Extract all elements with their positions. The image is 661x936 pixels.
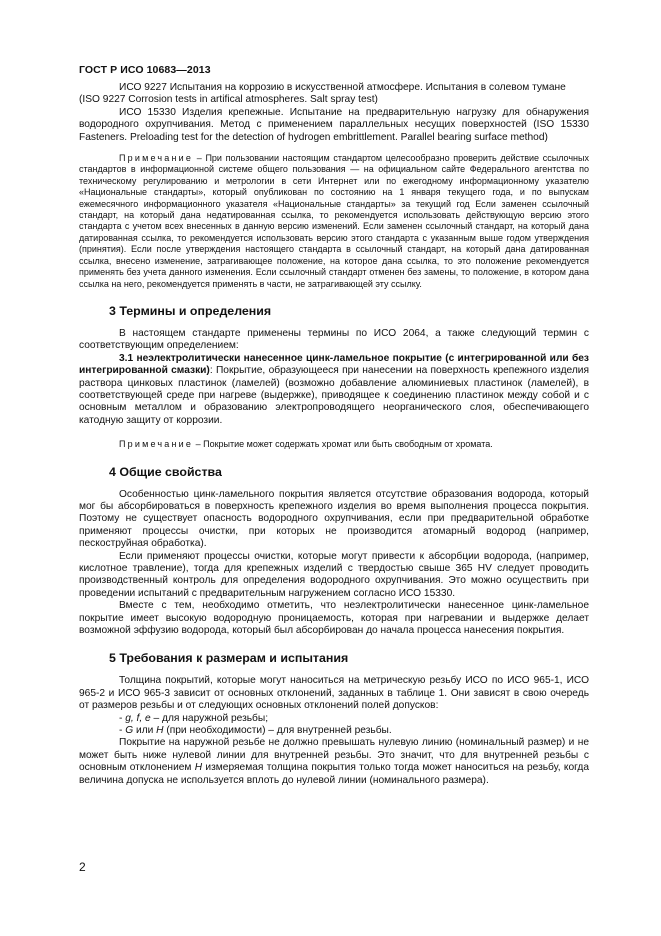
paragraph [79, 737, 589, 787]
paragraph: Вместе с тем, необходимо отметить, что неэлектролитически нанесенное цинк-ламельное покрытие имеет высокую водородную проницаемость, которая при нагревании и выдержке делает возможной эффузию водорода, который был абсорбирован до начала процесса нанесения покрытия. [79, 600, 589, 637]
reference-text: ИСО 9227 Испытания на коррозию в искусственной атмосфере. Испытания в солевом тумане [119, 82, 566, 93]
note-label: Примечание [119, 153, 194, 164]
note-text: – При пользовании настоящим стандартом целесообразно проверить действие ссылочных стандартов в информационной системе общего пользования — на официальном сайте Федерального агентства по техническому регулированию и метрологии в сети Интернет или по ежегодному информационному указателю «Национальные стандарты», который опубликован по состоянию на 1 января текущего года, и по выпускам ежемесячного информационного указателя «Национальные стандарты» за текущий год Если заменен ссылочный стандарт, на который дана недатированная ссылка, то рекомендуется использовать действующую версию этого стандарта с учетом всех внесенных в данную версию изменений. Если заменен ссылочный стандарт, на который дана датированная ссылка, то рекомендуется использовать версию этого стандарта с указанным выше годом утверждения (принятия). Если после утверждения настоящего стандарта в ссылочный стандарт, на который дана датированная ссылка, внесено изменение, затрагивающее положение, на которое дана ссылка, то это положение рекомендуется применять без учета данного изменения. Если ссылочный стандарт отменен без замены, то положение, в котором дана ссылка на него, рекомендуется применять в части, не затрагивающей эту ссылку. [79, 153, 589, 289]
note-text: – Покрытие может содержать хромат или быть свободным от хромата. [193, 439, 493, 450]
reference-english: (ISO 9227 Corrosion tests in artifical atmospheres. Salt spray test) [79, 94, 378, 106]
note-label: Примечание [119, 439, 194, 450]
section-heading: 4 Общие свойства [109, 464, 222, 479]
list-italic: G [125, 725, 134, 737]
term-definition [79, 353, 589, 427]
reference-text: ИСО 15330 Изделия крепежные. Испытание на предварительную нагрузку для обнаружения водородного охрупчивания. Метод с применением параллельных несущих поверхностей (ISO 15330 Fasteners. Preloading test for the detection of hydrogen embrittlement. Parallel bearing surface method) [79, 106, 589, 143]
list-text: – для наружной резьбы; [150, 712, 269, 724]
section-3-note [79, 439, 589, 450]
section-3 [79, 304, 589, 451]
paragraph: Если применяют процессы очистки, которые могут привести к абсорбции водорода, (например, кислотное травление), тогда для крепежных изделий с твердостью свыше 365 HV следует проводить производственный контроль для определения водородного охрупчивания. Это можно осуществить при проведении испытаний с предварительным нагружением согласно ИСО 15330. [79, 550, 589, 599]
paragraph: Особенностью цинк-ламельного покрытия является отсутствие образования водорода, который мог бы абсорбироваться в поверхность крепежного изделия во время выполнения процесса покрытия. Поэтому не существует опасность водородного охрупчивания, если при предварительной обработке применяют процессы очистки, при которых не производится атомарный водород (например, пескоструйная обработка). [79, 488, 589, 550]
list-text: (при необходимости) – для внутренней резьбы. [163, 725, 392, 737]
note-references [79, 153, 589, 290]
list-italic: H [156, 725, 164, 737]
paragraph-text: измеряемая толщина покрытия только тогда может наноситься на резьбу, когда величина допуска не используется вплоть до нулевой линии (номинального размера). [79, 762, 589, 786]
paragraph-italic: H [194, 762, 203, 774]
reference-iso-15330 [79, 107, 589, 144]
list-text: или [133, 725, 157, 737]
page-number: 2 [79, 860, 86, 874]
section-5 [79, 651, 589, 787]
list-item: - g, f, e – для наружной резьбы; [119, 712, 269, 724]
section-heading: 3 Термины и определения [109, 303, 272, 318]
list-item [79, 725, 589, 737]
paragraph-text: Покрытие на наружной резьбе не должно превышать нулевую линию (номинальный размер) и не может быть ниже нулевой линии для внутренней резьбы. Это значит, что для внутренней резьбы с основным отклонением [79, 737, 589, 774]
list-italic: g, f, e [125, 712, 151, 724]
paragraph: Толщина покрытий, которые могут наноситься на метрическую резьбу ИСО по ИСО 965-1, ИСО 965-2 и ИСО 965-3 зависит от основных отклонений, заданных в таблице 1. Они зависят в свою очередь от размеров резьбы и от следующих основных отклонений полей допусков: [79, 675, 589, 712]
section-heading: 5 Требования к размерам и испытания [109, 651, 349, 666]
reference-iso-9227 [79, 82, 589, 107]
page-content [79, 82, 589, 787]
normative-references [79, 82, 589, 144]
section-intro: В настоящем стандарте применены термины по ИСО 2064, а также следующий термин с соответствующим определением: [79, 327, 589, 352]
list-prefix: - [119, 725, 126, 737]
term-title: 3.1 неэлектролитически нанесенное цинк-ламельное покрытие (с интегрированной или без интегрированной смазки) [79, 352, 589, 377]
standard-header: ГОСТ Р ИСО 10683—2013 [79, 64, 211, 76]
section-4 [79, 465, 589, 638]
term-text: : Покрытие, образующееся при нанесении на поверхность крепежного изделия раствора цинковых пластинок (ламелей) (возможно добавление алюминиевых пластинок (ламелей), в соответствующей среде при нагреве (выдержке), приводящее к соединению пластинок между собой и с основным металлом и образованию электропроводящего неорганического слоя, обеспечивающего катодную защиту от коррозии. [79, 365, 589, 426]
